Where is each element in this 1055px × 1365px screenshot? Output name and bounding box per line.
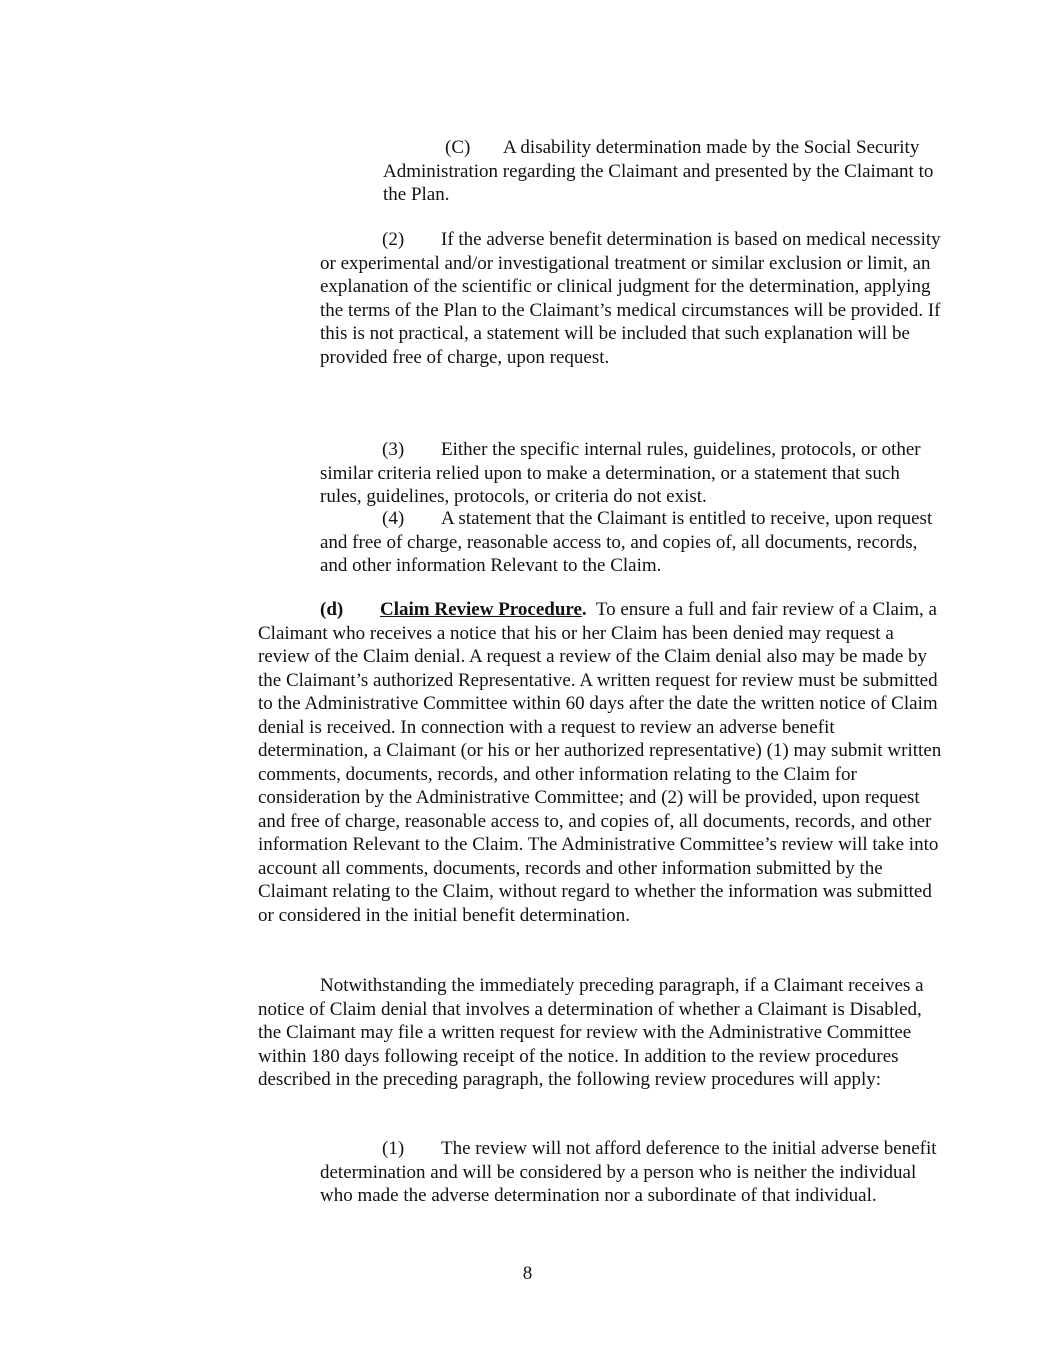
item-number: (C) [445,137,471,158]
item-number: (3) [382,439,405,460]
paragraph-4-access-statement [320,507,945,578]
paragraph-text: A disability determination made by the Social Security Administration regarding the Claimant and presented by the Claimant to the Plan. [383,137,934,205]
paragraph-review-item-1 [320,1137,945,1208]
paragraph-c-social-security [383,136,943,207]
paragraph-2-medical-necessity [320,228,945,369]
paragraph-text: If the adverse benefit determination is based on medical necessity or experimental and/or investigational treatment or similar exclusion or limit, an explanation of the scientific or clinical judgment for the determination, applying the terms of the Plan to the Claimant’s medical circumstances will be provided. If this is not practical, a statement will be included that such explanation will be provided free of charge, upon request. [320,229,941,368]
paragraph-text: To ensure a full and fair review of a Claim, a Claimant who receives a notice that his or her Claim has been denied may request a review of the Claim denial. A request a review of the Claim denial also may be made by the Claimant’s authorized Representative. A written request for review must be submitted to the Administrative Committee within 60 days after the date the written notice of Claim denial is received. In connection with a request to review an adverse benefit determination, a Claimant (or his or her authorized representative) (1) may submit written comments, documents, records, and other information relating to the Claim for consideration by the Administrative Committee; and (2) will be provided, upon request and free of charge, reasonable access to, and copies of, all documents, records, and other information Relevant to the Claim. The Administrative Committee’s review will take into account all comments, documents, records and other information submitted by the Claimant relating to the Claim, without regard to whether the information was submitted or considered in the initial benefit determination. [258,599,942,926]
paragraph-text: Either the specific internal rules, guidelines, protocols, or other similar criteria relied upon to make a determination, or a statement that such rules, guidelines, protocols, or criteria do not exist. [320,439,921,507]
section-heading-punctuation: . [581,599,587,620]
paragraph-notwithstanding [258,974,948,1092]
paragraph-text: Notwithstanding the immediately preceding paragraph, if a Claimant receives a notice of Claim denial that involves a determination of whether a Claimant is Disabled, the Claimant may file a written request for review with the Administrative Committee within 180 days following receipt of the notice. In addition to the review procedures described in the preceding paragraph, the following review procedures will apply: [258,975,924,1090]
paragraph-3-internal-rules [320,438,945,509]
item-number: (1) [382,1138,405,1159]
section-number: (d) [320,599,344,620]
paragraph-text: A statement that the Claimant is entitled to receive, upon request and free of charge, reasonable access to, and copies of, all documents, records, and other information Relevant to the Claim. [320,508,933,576]
item-number: (2) [382,229,405,250]
paragraph-text: The review will not afford deference to the initial adverse benefit determination and will be considered by a person who is neither the individual who made the adverse determination nor a subordinate of that individual. [320,1138,937,1206]
item-number: (4) [382,508,405,529]
page-number: 8 [522,1263,533,1284]
section-heading: Claim Review Procedure [380,599,582,620]
section-d-claim-review-procedure [258,598,948,927]
